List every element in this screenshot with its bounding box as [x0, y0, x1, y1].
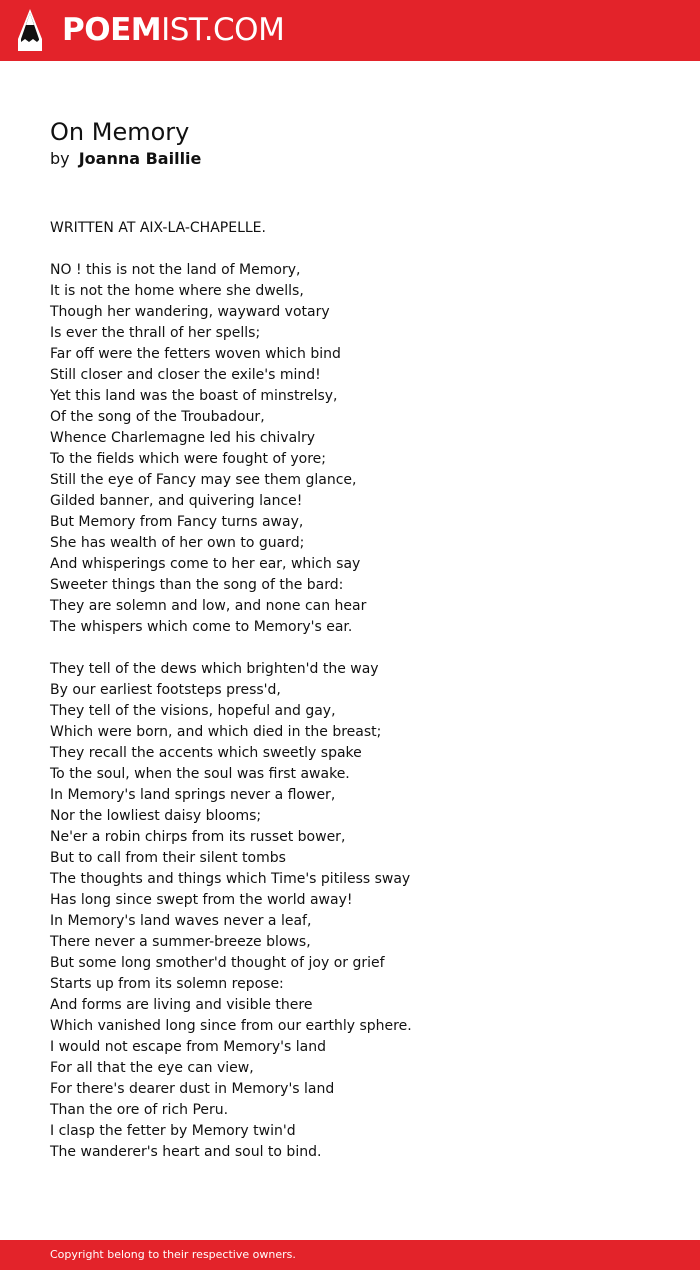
- poem-line: She has wealth of her own to guard;: [50, 535, 305, 551]
- poem-line: Still closer and closer the exile's mind!: [50, 367, 321, 383]
- poem-line: In Memory's land springs never a flower,: [50, 787, 336, 803]
- poem-line: Which vanished long since from our earthly sphere.: [50, 1018, 412, 1034]
- poem-line: It is not the home where she dwells,: [50, 283, 304, 299]
- poem-line: There never a summer-breeze blows,: [50, 934, 311, 950]
- site-footer: [0, 1240, 700, 1270]
- poem-line: Gilded banner, and quivering lance!: [50, 493, 303, 509]
- poem-line: WRITTEN AT AIX-LA-CHAPELLE.: [50, 220, 266, 236]
- poem-line: To the fields which were fought of yore;: [50, 451, 327, 467]
- poem-line: For all that the eye can view,: [50, 1060, 254, 1076]
- poem-line: By our earliest footsteps press'd,: [50, 682, 281, 698]
- poem-line: Starts up from its solemn repose:: [50, 976, 284, 992]
- poem-line: NO ! this is not the land of Memory,: [50, 262, 301, 278]
- poem-stanza: [50, 659, 670, 1163]
- poem-line: The wanderer's heart and soul to bind.: [50, 1144, 322, 1160]
- author-name: Joanna Baillie: [78, 149, 202, 168]
- site-header: [0, 0, 700, 61]
- poem-line: Far off were the fetters woven which bind: [50, 346, 341, 362]
- poem-line: They tell of the visions, hopeful and gay,: [50, 703, 336, 719]
- poem-line: Of the song of the Troubadour,: [50, 409, 265, 425]
- poem-title: On Memory: [50, 118, 190, 146]
- pencil-nib-icon[interactable]: [17, 9, 43, 51]
- poem-body: [50, 218, 670, 1184]
- poem-line: Ne'er a robin chirps from its russet bower,: [50, 829, 346, 845]
- poem-line: They recall the accents which sweetly spake: [50, 745, 362, 761]
- poem-line: Though her wandering, wayward votary: [50, 304, 330, 320]
- poem-line: To the soul, when the soul was first awake.: [50, 766, 350, 782]
- poem-line: Still the eye of Fancy may see them glance,: [50, 472, 357, 488]
- poem-line: They tell of the dews which brighten'd the way: [50, 661, 379, 677]
- byline: [50, 148, 201, 170]
- poem-line: The thoughts and things which Time's pitiless sway: [50, 871, 411, 887]
- poem-line: And forms are living and visible there: [50, 997, 313, 1013]
- poem-line: Yet this land was the boast of minstrelsy,: [50, 388, 338, 404]
- poem-line: Is ever the thrall of her spells;: [50, 325, 261, 341]
- poem-line: Sweeter things than the song of the bard:: [50, 577, 344, 593]
- brand-light: IST.COM: [161, 12, 285, 48]
- poem-line: Has long since swept from the world away!: [50, 892, 353, 908]
- poem-line: But Memory from Fancy turns away,: [50, 514, 304, 530]
- poem-line: The whispers which come to Memory's ear.: [50, 619, 353, 635]
- poem-line: Than the ore of rich Peru.: [50, 1102, 229, 1118]
- by-label: by: [50, 149, 70, 168]
- copyright-text: Copyright belong to their respective owners.: [50, 1248, 296, 1261]
- poem-line: Which were born, and which died in the breast;: [50, 724, 382, 740]
- poem-line: And whisperings come to her ear, which say: [50, 556, 361, 572]
- poem-line: I would not escape from Memory's land: [50, 1039, 326, 1055]
- poem-stanza: [50, 218, 670, 239]
- poem-line: In Memory's land waves never a leaf,: [50, 913, 312, 929]
- poem-line: Whence Charlemagne led his chivalry: [50, 430, 316, 446]
- poem-line: But some long smother'd thought of joy or grief: [50, 955, 385, 971]
- poem-line: They are solemn and low, and none can hear: [50, 598, 367, 614]
- poem-stanza: [50, 260, 670, 638]
- poem-line: Nor the lowliest daisy blooms;: [50, 808, 262, 824]
- poem-line: But to call from their silent tombs: [50, 850, 286, 866]
- brand-bold: POEM: [62, 12, 162, 48]
- site-logo-text[interactable]: [62, 12, 284, 48]
- poem-line: I clasp the fetter by Memory twin'd: [50, 1123, 296, 1139]
- poem-line: For there's dearer dust in Memory's land: [50, 1081, 335, 1097]
